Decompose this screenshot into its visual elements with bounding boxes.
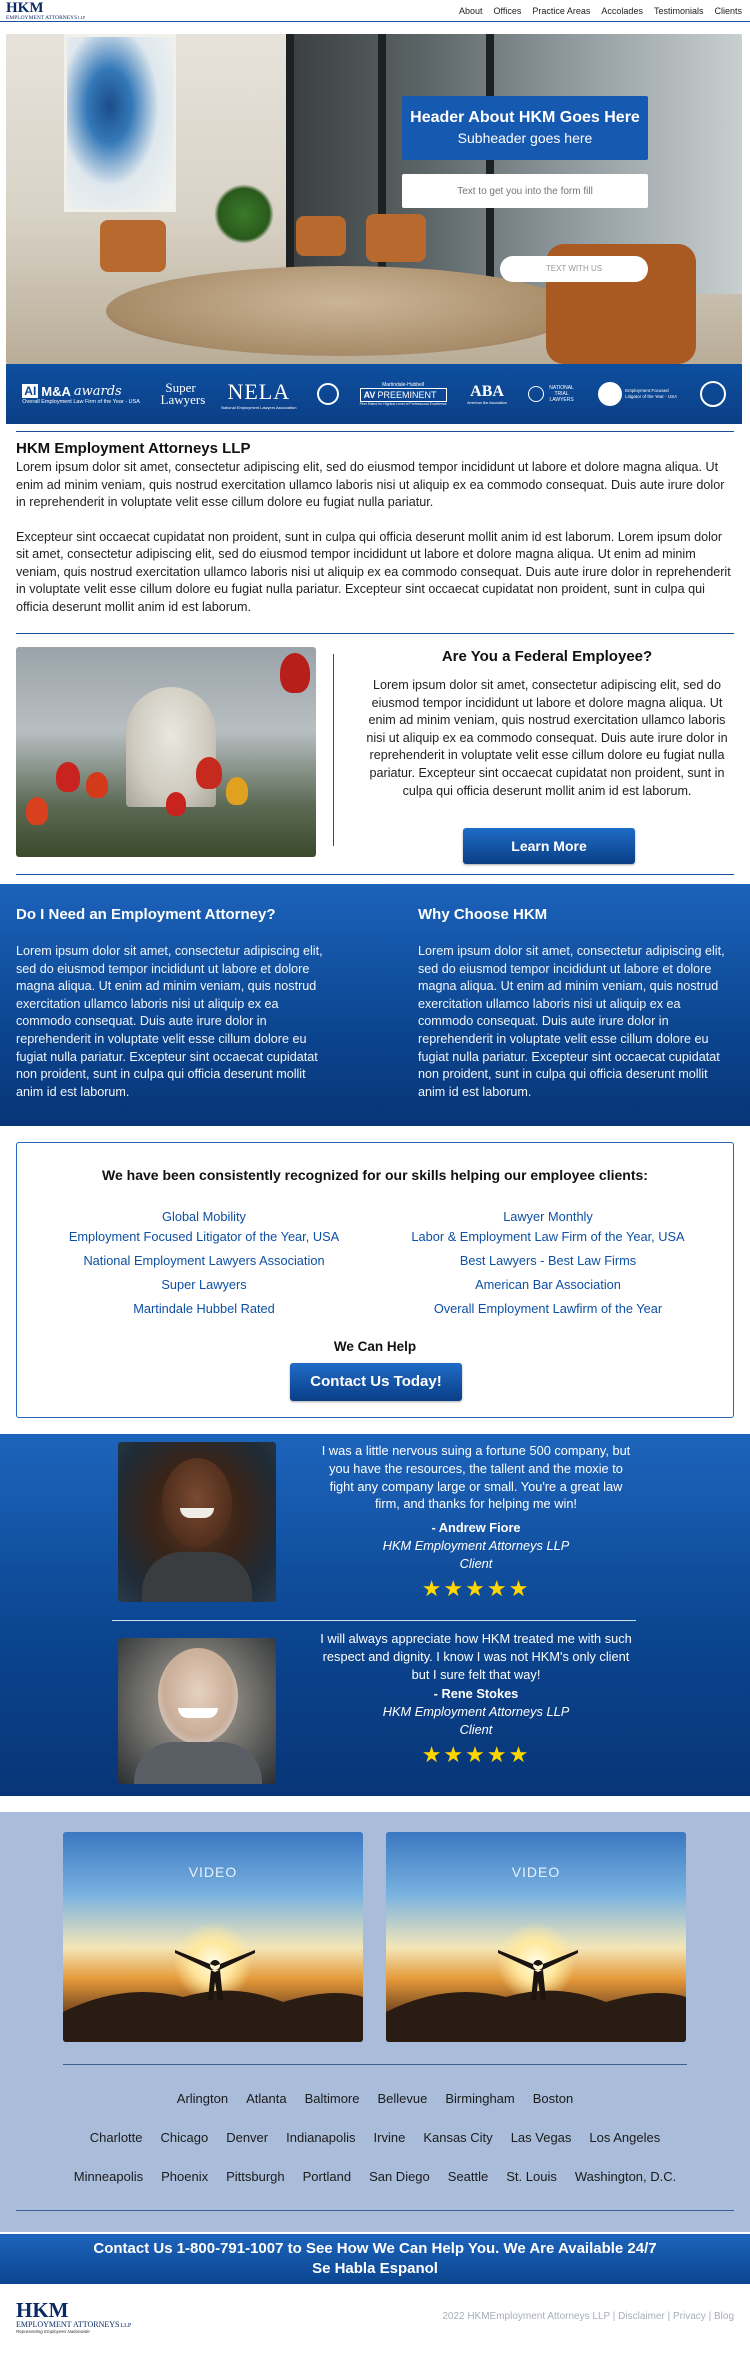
need-attorney-title: Do I Need an Employment Attorney? [16,906,276,923]
badge-seal-icon [700,381,726,407]
city-link[interactable]: Phoenix [161,2169,209,2184]
city-link[interactable]: Kansas City [423,2130,493,2145]
city-link[interactable]: Charlotte [89,2130,143,2145]
city-link[interactable]: San Diego [369,2169,430,2184]
video-section [0,1812,750,2232]
vertical-divider [333,654,334,846]
video-player-2[interactable] [386,1832,686,2042]
plant-image [214,184,274,244]
testimonial-divider [112,1620,636,1621]
efl-globe-icon [598,382,622,406]
nav-item-about[interactable]: About [459,6,483,16]
preeminent-logo: Martindale-Hubbell AV PREEMINENT Peer Rated for Highest Level of Professional Excellence [359,382,447,406]
city-link[interactable]: Pittsburgh [226,2169,285,2184]
testimonial-role: Client [459,1555,493,1571]
recognition-item: Super Lawyers [161,1277,247,1292]
divider [16,874,734,875]
info-band [0,884,750,1126]
hero-form-input[interactable] [402,174,648,208]
footer-link-privacy[interactable]: Privacy [673,2311,706,2322]
nav-item-clients[interactable]: Clients [714,6,742,16]
ai-badge-icon: AI [24,384,37,398]
city-link[interactable]: Portland [302,2169,352,2184]
recognition-left-list [37,1205,371,1321]
testimonial-quote: I was a little nervous suing a fortune 500 company, but you have the resources, the tallent and the moxie to fight any company large or small. You're a great law firm, and thanks for helping me win! [321,1443,631,1512]
recognition-title: We have been consistently recognized for our skills helping our employee clients: [102,1167,648,1183]
testimonial-firm: HKM Employment Attorneys LLP [382,1537,570,1553]
footer-links: 2022 HKMEmployment Attorneys LLP | Disclaimer | Privacy | Blog [442,2311,734,2322]
city-link[interactable]: Birmingham [445,2091,515,2106]
why-choose-body: Lorem ipsum dolor sit amet, consectetur adipiscing elit, sed do eiusmod tempor incididunt ut labore et dolore magna aliqua. Ut enim ad minim veniam, quis nostrud exercitation ullamco laboris nisi ut aliquip ex ea commodo consequat. Duis aute irure dolor in reprehenderit in voluptate velit esse cillum dolore eu fugiat nulla pariatur. Excepteur sint occaecat cupidatat non proident, sunt in culpa qui officia deserunt mollit anim id est laborum. [418,944,725,1099]
aba-logo: ABA American Bar Association [467,383,508,405]
hero-title: Header About HKM Goes Here [410,109,640,126]
federal-title: Are You a Federal Employee? [441,648,653,665]
why-choose-title: Why Choose HKM [418,906,548,923]
nela-logo: NELA National Employment Lawyers Association [221,378,297,410]
hero [6,34,742,364]
text-with-us-button[interactable]: TEXT WITH US [500,256,648,282]
logo-mark: HKM [6,0,44,16]
city-link[interactable]: Bellevue [377,2091,428,2106]
federal-section [360,648,734,800]
logo-sub: EMPLOYMENT ATTORNEYS [16,2320,120,2329]
recognition-item: Global Mobility [162,1209,246,1224]
footer-link-blog[interactable]: Blog [713,2311,734,2322]
star-rating-icon: ★★★★★ [421,1575,531,1601]
efl-logo: Employment Focused Litigator of the Year - USA [598,382,679,406]
logo-suffix: LLP [120,2323,132,2329]
capitol-image [16,647,316,857]
federal-body: Lorem ipsum dolor sit amet, consectetur adipiscing elit, sed do eiusmod tempor incididunt ut labore et dolore magna aliqua. Ut enim ad minim veniam, quis nostrud exercitation ullamco laboris nisi ut aliquip ex ea commodo consequat. Duis aute irure dolor in reprehenderit in voluptate velit esse cillum dolore eu fugiat nulla pariatur. Excepteur sint occaecat cupidatat non proident, sunt in culpa qui officia deserunt mollit anim id est laborum. [366,678,728,798]
testimonial-role: Client [459,1721,493,1737]
city-link[interactable]: Irvine [373,2130,406,2145]
recognition-item: Overall Employment Lawfirm of the Year [433,1301,663,1316]
contact-banner [0,2234,750,2284]
city-link[interactable]: Washington, D.C. [574,2169,677,2184]
city-link[interactable]: Seattle [447,2169,489,2184]
recognition-item: Employment Focused Litigator of the Year, USA [68,1229,340,1244]
recognition-item: Martindale Hubbel Rated [133,1301,275,1316]
ma-awards-logo: AI M&A awards Overall Employment Law Firm of the Year - USA [22,383,140,405]
nav-item-accolades[interactable]: Accolades [601,6,643,16]
logo-sub: EMPLOYMENT ATTORNEYS [6,15,78,21]
testimonial-name: - Rene Stokes [433,1686,519,1702]
city-link[interactable]: Arlington [176,2091,229,2106]
seal-icon [317,383,339,405]
footer-link-disclaimer[interactable]: Disclaimer [618,2311,665,2322]
recognition-right-list [381,1205,715,1321]
logo-mark: HKM [16,2298,69,2322]
recognition-item: American Bar Association [475,1277,621,1292]
divider [16,431,734,432]
nav-menu [459,6,742,16]
city-link[interactable]: Los Angeles [589,2130,661,2145]
recognition-item: Labor & Employment Law Firm of the Year, USA [411,1229,685,1244]
testimonial-name: - Andrew Fiore [431,1520,521,1536]
video-player-1[interactable] [63,1832,363,2042]
we-can-help-label: We Can Help [333,1339,417,1354]
city-link[interactable]: Atlanta [246,2091,287,2106]
contact-line-1[interactable]: Contact Us 1-800-791-1007 to See How We Can Help You. We Are Available 24/7 [93,2240,657,2257]
divider [63,2064,687,2065]
nav-item-testimonials[interactable]: Testimonials [653,6,704,16]
testimonial-quote: I will always appreciate how HKM treated me with such respect and dignity. I know I was not HKM's only client but I sure felt that way! [320,1631,632,1682]
about-paragraph-2: Excepteur sint occaecat cupidatat non proident, sunt in culpa qui officia deserunt mollit anim id est laborum. Lorem ipsum dolor sit amet, consectetur adipiscing elit, sed do eiusmod tempor incididunt ut labore et dolore magna aliqua. Ut enim ad minim veniam, quis nostrud exercitation ullamco laboris nisi ut aliquip ex ea commodo consequat. Duis aute irure dolor in reprehenderit in voluptate velit esse cillum dolore eu fugiat nulla pariatur. Excepteur sint occaecat cupidatat non proident, sunt in culpa qui officia deserunt mollit anim id est laborum. [16,529,731,614]
city-link[interactable]: Minneapolis [73,2169,144,2184]
city-link[interactable]: Las Vegas [510,2130,572,2145]
video-label: VIDEO [188,1864,238,1880]
about-paragraph-1: Lorem ipsum dolor sit amet, consectetur adipiscing elit, sed do eiusmod tempor incididunt ut labore et dolore magna aliqua. Ut enim ad minim veniam, quis nostrud exercitation ullamco laboris nisi ut aliquip ex ea commodo consequat. Duis aute irure dolor in reprehenderit in voluptate velit esse cillum dolore eu fugiat nulla pariatur. [16,460,725,509]
city-link[interactable]: Chicago [160,2130,209,2145]
city-link[interactable]: Baltimore [304,2091,360,2106]
contact-line-2: Se Habla Espanol [312,2260,438,2277]
city-link[interactable]: Denver [226,2130,269,2145]
cities-row-2 [0,2130,750,2145]
need-attorney-body: Lorem ipsum dolor sit amet, consectetur adipiscing elit, sed do eiusmod tempor incididunt ut labore et dolore magna aliqua. Ut enim ad minim veniam, quis nostrud exercitation ullamco laboris nisi ut aliquip ex ea commodo consequat. Duis aute irure dolor in reprehenderit in voluptate velit esse cillum dolore eu fugiat nulla pariatur. Excepteur sint occaecat cupidatat non proident, sunt in culpa qui officia deserunt mollit anim id est laborum. [16,944,323,1099]
recognition-item: Best Lawyers - Best Law Firms [459,1253,637,1268]
person-silhouette-icon [63,1832,363,2042]
cities-row-3 [0,2169,750,2184]
cities-row-1 [0,2091,750,2106]
recognition-item: Lawyer Monthly [503,1209,593,1224]
top-nav [0,0,750,22]
divider [16,2210,734,2211]
awards-bar [6,364,742,424]
national-trial-lawyers-logo: NATIONAL TRIAL LAWYERS [528,385,578,403]
footer-copyright: 2022 HKMEmployment Attorneys LLP [442,2311,610,2322]
footer-logo[interactable] [16,2300,131,2334]
super-lawyers-logo: Super Lawyers [160,380,206,407]
av-icon: AV [363,390,376,400]
city-link[interactable]: Indianapolis [286,2130,356,2145]
ntl-seal-icon [528,386,544,402]
andrew-fiore-photo [118,1442,276,1602]
about-title: HKM Employment Attorneys LLP [16,440,251,457]
learn-more-button[interactable]: Learn More [463,828,635,864]
testimonial-1 [318,1442,634,1602]
recognition-box [16,1142,734,1418]
rene-stokes-photo [118,1638,276,1784]
contact-us-button[interactable]: Contact Us Today! [290,1363,462,1401]
divider [16,633,734,634]
logo-tagline: Representing Employees Nationwide [16,2329,90,2334]
nav-item-practice-areas[interactable]: Practice Areas [532,6,591,16]
person-silhouette-icon [386,1832,686,2042]
logo-suffix: LLP [78,15,86,20]
hero-title-box [402,96,648,160]
footer [0,2284,750,2360]
logo[interactable] [6,1,85,22]
city-link[interactable]: Boston [532,2091,574,2106]
about-section [16,440,734,616]
testimonial-firm: HKM Employment Attorneys LLP [382,1704,570,1720]
hero-subtitle: Subheader goes here [457,130,593,146]
nav-item-offices[interactable]: Offices [493,6,522,16]
recognition-item: National Employment Lawyers Association [83,1253,325,1268]
testimonials-section [0,1434,750,1796]
video-label: VIDEO [511,1864,561,1880]
wall-painting [64,34,176,212]
star-rating-icon: ★★★★★ [421,1741,531,1767]
testimonial-2 [318,1630,634,1768]
city-link[interactable]: St. Louis [506,2169,557,2184]
